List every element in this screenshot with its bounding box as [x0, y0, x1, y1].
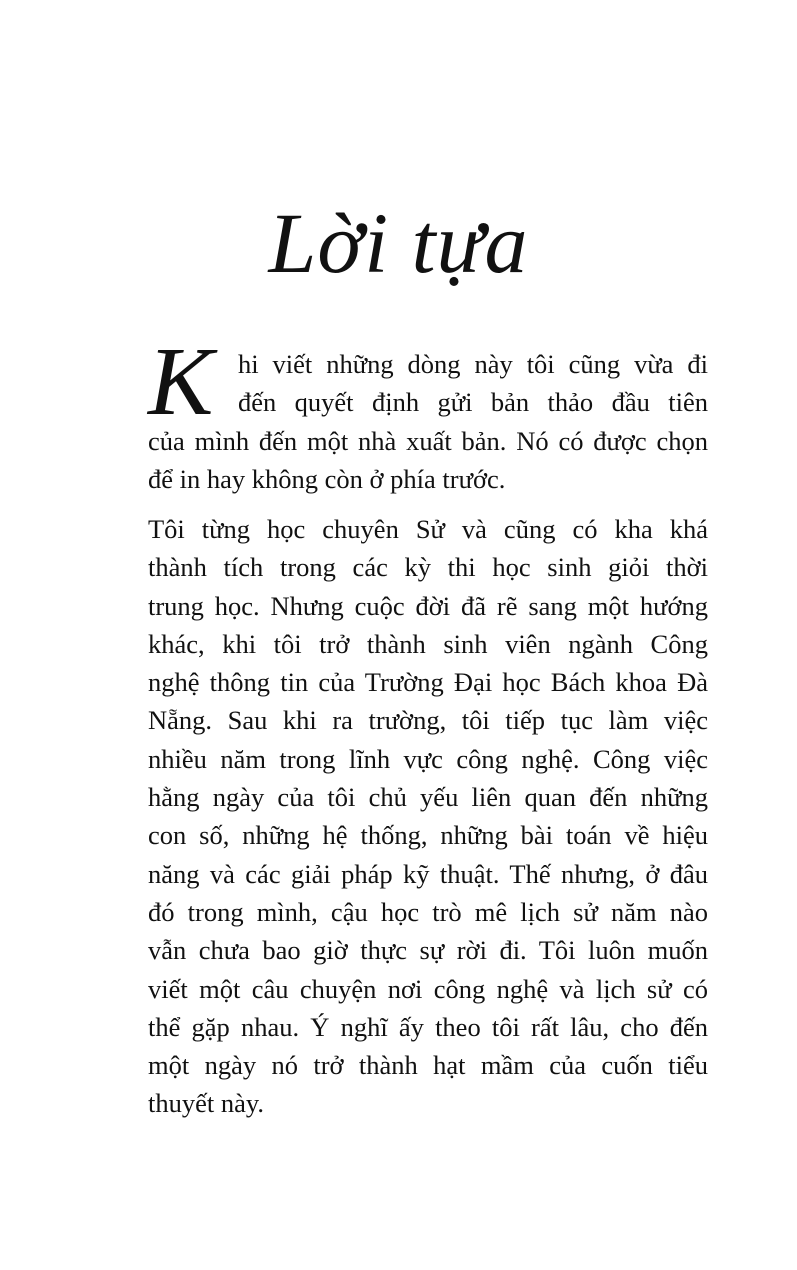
drop-cap: K: [148, 328, 214, 436]
paragraph-1-line-3: của mình đến một nhà xuất bản. Nó có được chọn: [148, 425, 708, 456]
paragraph-2-line-7: nhiều năm trong lĩnh vực công nghệ. Công việc: [148, 743, 708, 774]
paragraph-2-line-10: năng và các giải pháp kỹ thuật. Thế nhưng, ở đâu: [148, 858, 708, 889]
paragraph-2-line-1-text: Tôi từng học chuyên Sử và cũng có kha khá: [148, 514, 708, 544]
paragraph-2-line-13: viết một câu chuyện nơi công nghệ và lịch sử có: [148, 973, 708, 1004]
paragraph-1-line-4: để in hay không còn ở phía trước.: [148, 463, 506, 494]
paragraph-2-line-15: một ngày nó trở thành hạt mầm của cuốn tiểu: [148, 1050, 708, 1081]
paragraph-2-line-6: Nẵng. Sau khi ra trường, tôi tiếp tục làm việc: [148, 705, 708, 736]
paragraph-1: [148, 345, 708, 498]
page-title: Lời tựa: [268, 195, 529, 291]
paragraph-2-line-3: trung học. Nhưng cuộc đời đã rẽ sang một hướng: [148, 590, 708, 621]
paragraph-2-line-14: thể gặp nhau. Ý nghĩ ấy theo tôi rất lâu, cho đến: [148, 1011, 708, 1042]
paragraph-2-line-5: nghệ thông tin của Trường Đại học Bách khoa Đà: [148, 667, 708, 698]
paragraph-2: [148, 510, 708, 1123]
paragraph-2-line-2: thành tích trong các kỳ thi học sinh giỏi thời: [148, 552, 708, 583]
paragraph-2-line-11: đó trong mình, cậu học trò mê lịch sử năm nào: [148, 896, 708, 927]
paragraph-1-line-2: đến quyết định gửi bản thảo đầu tiên: [238, 387, 708, 418]
paragraph-2-line-9: con số, những hệ thống, những bài toán về hiệu: [148, 820, 708, 851]
paragraph-2-line-4: khác, khi tôi trở thành sinh viên ngành Công: [148, 628, 708, 659]
paragraph-1-line-1: hi viết những dòng này tôi cũng vừa đi: [238, 349, 708, 379]
paragraph-2-line-1: [148, 510, 708, 548]
paragraph-2-line-12: vẫn chưa bao giờ thực sự rời đi. Tôi luôn muốn: [148, 935, 708, 966]
paragraph-2-line-16: thuyết này.: [148, 1088, 265, 1119]
paragraph-2-line-8: hằng ngày của tôi chủ yếu liên quan đến những: [148, 782, 708, 813]
